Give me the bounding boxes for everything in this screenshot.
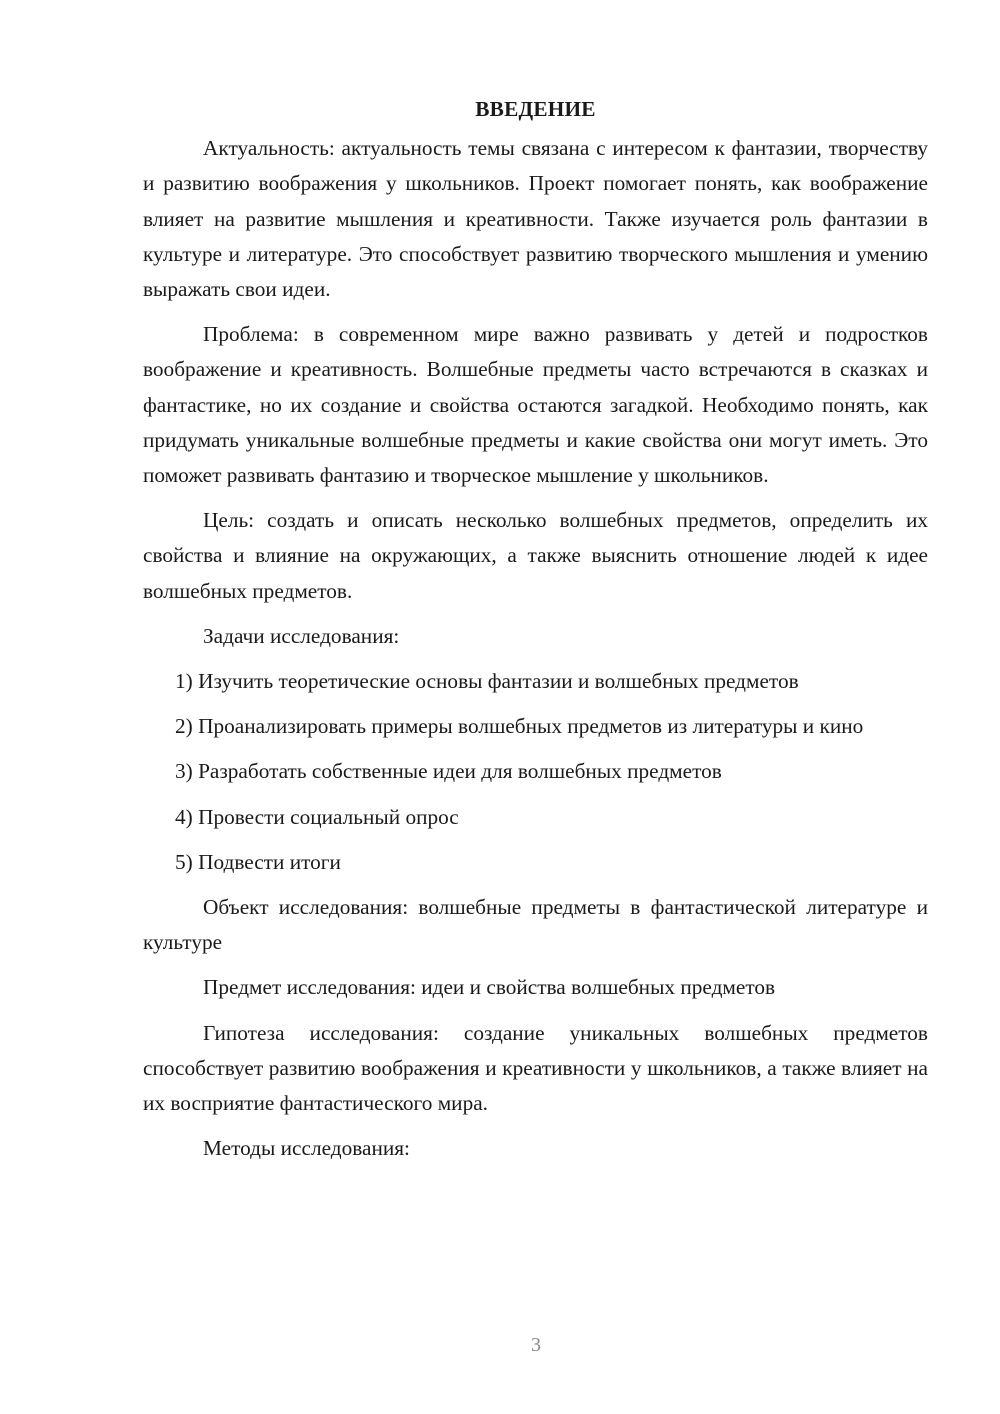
methods-heading: Методы исследования:	[203, 1136, 410, 1161]
page-content	[143, 92, 928, 1176]
goal-paragraph: Цель: создать и описать несколько волшебных предметов, определить их свойства и влияние на окружающих, а также выяснить отношение людей к идее волшебных предметов.	[143, 508, 928, 603]
relevance-paragraph: Актуальность: актуальность темы связана с интересом к фантазии, творчеству и развитию воображения у школьников. Проект помогает понять, как воображение влияет на развитие мышления и креативности. Также изучается роль фантазии в культуре и литературе. Это способствует развитию творческого мышления и умению выражать свои идеи.	[143, 136, 928, 302]
object-paragraph: Объект исследования: волшебные предметы в фантастической литературе и культуре	[143, 895, 928, 955]
page-number: 3	[531, 1334, 541, 1356]
problem-paragraph: Проблема: в современном мире важно развивать у детей и подростков воображение и креативность. Волшебные предметы часто встречаются в сказках и фантастике, но их создание и свойства остаются загадкой. Необходимо понять, как придумать уникальные волшебные предметы и какие свойства они могут иметь. Это поможет развивать фантазию и творческое мышление у школьников.	[143, 322, 928, 488]
task-item-4: 4) Провести социальный опрос	[175, 804, 459, 829]
hypothesis-paragraph: Гипотеза исследования: создание уникальных волшебных предметов способствует развитию воображения и креативности у школьников, а также влияет на их восприятие фантастического мира.	[143, 1020, 928, 1116]
task-item-5: 5) Подвести итоги	[175, 849, 341, 874]
task-item-1: 1) Изучить теоретические основы фантазии и волшебных предметов	[175, 669, 799, 694]
task-item-2: 2) Проанализировать примеры волшебных предметов из литературы и кино	[175, 714, 864, 739]
section-title: ВВЕДЕНИЕ	[475, 97, 596, 121]
task-item-3: 3) Разработать собственные идеи для волшебных предметов	[175, 759, 722, 784]
subject-paragraph: Предмет исследования: идеи и свойства волшебных предметов	[203, 975, 776, 1000]
tasks-heading: Задачи исследования:	[203, 623, 400, 648]
